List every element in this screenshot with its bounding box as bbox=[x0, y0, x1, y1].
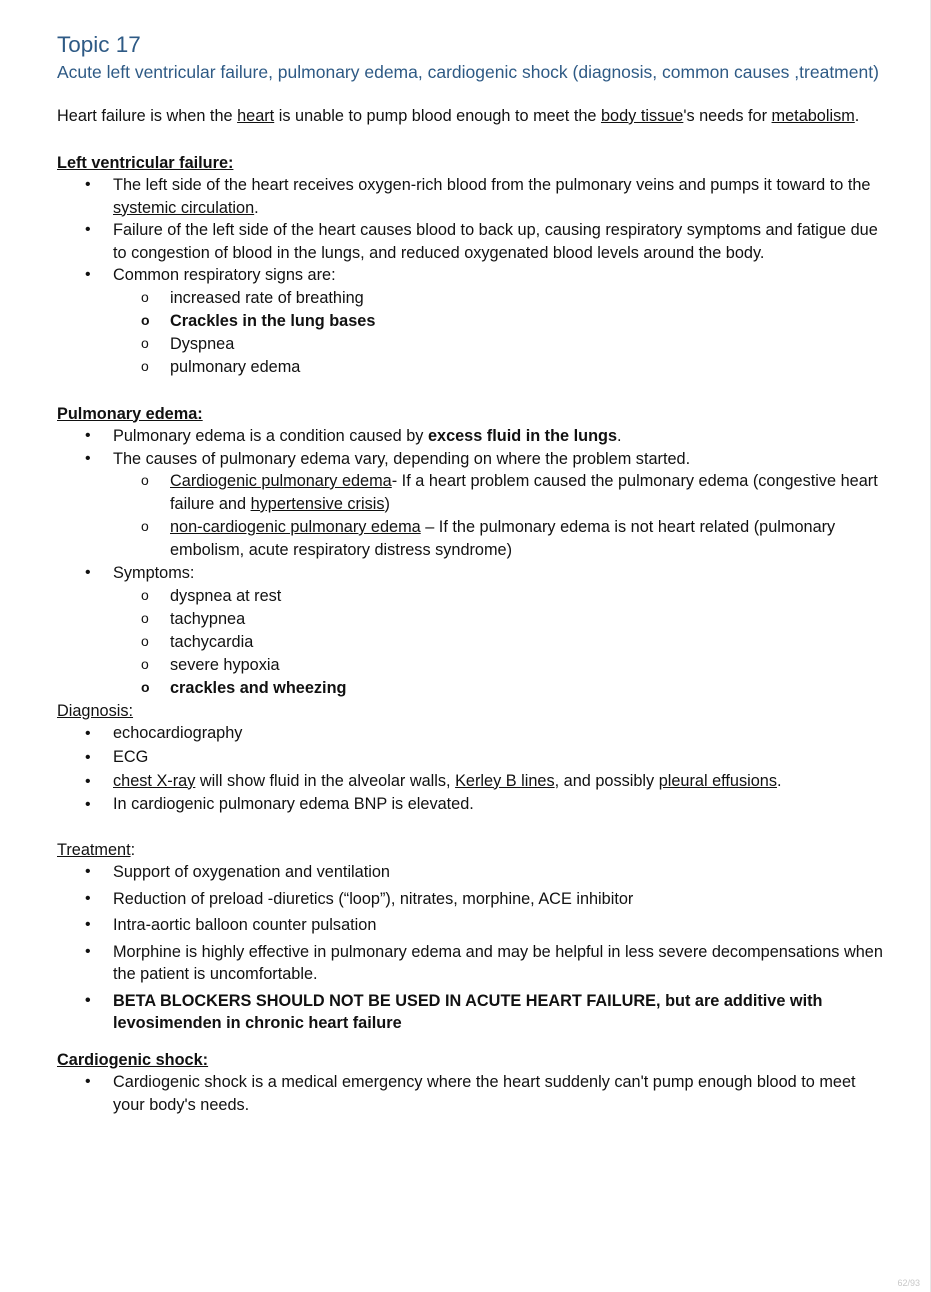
chest-xray-link[interactable]: chest X-ray bbox=[113, 771, 196, 790]
diagnosis-heading-text: Diagnosis: bbox=[57, 701, 134, 720]
pe-item-text: Pulmonary edema is a condition caused by bbox=[113, 427, 428, 445]
list-item: • Reduction of preload -diuretics (“loop”), nitrates, morphine, ACE inhibitor bbox=[57, 888, 887, 911]
pe-heading-text: Pulmonary edema: bbox=[57, 404, 203, 423]
heart-link[interactable]: heart bbox=[237, 107, 275, 125]
treatment-heading bbox=[57, 839, 887, 862]
list-item bbox=[57, 264, 887, 379]
list-item: • Intra-aortic balloon counter pulsation bbox=[57, 914, 887, 937]
symptoms-list bbox=[113, 585, 887, 700]
topic-subtitle: Acute left ventricular failure, pulmonary edema, cardiogenic shock (diagnosis, common causes ,treatment) bbox=[57, 62, 879, 82]
list-item: • Cardiogenic shock is a medical emergency where the heart suddenly can't pump enough blood to meet your body's needs. bbox=[57, 1071, 887, 1116]
intro-text: . bbox=[854, 107, 860, 125]
intro-text: 's needs for bbox=[683, 107, 772, 125]
shock-heading-text: Cardiogenic shock: bbox=[57, 1050, 209, 1069]
sub-list-item: o Dyspnea bbox=[113, 333, 887, 356]
pe-item-text: - If a heart problem caused the pulmonary edema (congestive heart failure and bbox=[170, 472, 878, 513]
sub-list-item: o Crackles in the lung bases bbox=[113, 310, 887, 333]
diagnosis-item-text: , and possibly bbox=[554, 771, 659, 790]
pe-heading bbox=[57, 403, 887, 426]
lvf-heading-text: Left ventricular failure: bbox=[57, 153, 234, 172]
lvf-item-text: . bbox=[254, 198, 259, 217]
cardiogenic-pe-link[interactable]: Cardiogenic pulmonary edema bbox=[170, 472, 392, 490]
list-item: • Morphine is highly effective in pulmonary edema and may be helpful in less severe decompensations when the patient is uncomfortable. bbox=[57, 941, 887, 986]
sub-list-item bbox=[113, 470, 887, 516]
sub-list-item: o dyspnea at rest bbox=[113, 585, 887, 608]
intro-text: Heart failure is when the bbox=[57, 107, 238, 125]
list-item: • echocardiography bbox=[57, 722, 887, 746]
pe-item-text: ) bbox=[384, 495, 390, 513]
list-item bbox=[57, 448, 887, 563]
pe-item-text: – If the pulmonary edema is not heart related (pulmonary embolism, acute respiratory distress syndrome) bbox=[170, 518, 836, 559]
pleural-effusions-link[interactable]: pleural effusions bbox=[658, 771, 777, 790]
non-cardiogenic-pe-link[interactable]: non-cardiogenic pulmonary edema bbox=[170, 518, 421, 536]
diagnosis-item-text: . bbox=[776, 771, 782, 790]
diagnosis-item-text: will show fluid in the alveolar walls, bbox=[195, 771, 456, 790]
sub-list-item bbox=[113, 516, 887, 562]
topic-title: Topic 17 bbox=[57, 32, 141, 57]
list-item bbox=[57, 770, 887, 794]
shock-heading bbox=[57, 1049, 887, 1072]
signs-list bbox=[113, 287, 887, 379]
lvf-item-text: Common respiratory signs are: bbox=[113, 266, 336, 284]
sub-list-item: o tachycardia bbox=[113, 631, 887, 654]
list-item bbox=[57, 425, 887, 448]
list-item bbox=[57, 562, 887, 700]
list-item: • Support of oxygenation and ventilation bbox=[57, 861, 887, 884]
pe-item-bold: excess fluid in the lungs bbox=[427, 427, 618, 445]
kerley-b-lines-link[interactable]: Kerley B lines bbox=[455, 771, 555, 790]
lvf-item-text: The left side of the heart receives oxygen-rich blood from the pulmonary veins and pumps it toward to the bbox=[113, 176, 871, 194]
intro-paragraph bbox=[57, 105, 887, 128]
sub-list-item: o pulmonary edema bbox=[113, 356, 887, 379]
list-item: • ECG bbox=[57, 746, 887, 770]
lvf-list bbox=[57, 174, 887, 379]
list-item bbox=[57, 174, 887, 219]
list-item: • Failure of the left side of the heart causes blood to back up, causing respiratory symptoms and fatigue due to congestion of blood in the lungs, and reduced oxygenated blood levels around the body. bbox=[57, 219, 887, 264]
treatment-heading-colon: : bbox=[130, 840, 136, 859]
diagnosis-list bbox=[57, 722, 887, 817]
treatment-heading-text: Treatment bbox=[57, 840, 131, 859]
sub-list-item: o tachypnea bbox=[113, 608, 887, 631]
pe-list bbox=[57, 425, 887, 700]
pe-item-text: Symptoms: bbox=[113, 564, 195, 582]
metabolism-link[interactable]: metabolism bbox=[771, 107, 855, 125]
sub-list-item: o severe hypoxia bbox=[113, 654, 887, 677]
sub-list-item: o crackles and wheezing bbox=[113, 677, 887, 700]
lvf-heading bbox=[57, 152, 887, 175]
systemic-circulation-link[interactable]: systemic circulation bbox=[113, 198, 255, 217]
shock-list bbox=[57, 1071, 887, 1116]
page-number: 62/93 bbox=[897, 1278, 920, 1288]
pe-item-text: The causes of pulmonary edema vary, depending on where the problem started. bbox=[113, 449, 691, 468]
treatment-list bbox=[57, 861, 887, 1035]
list-item: • In cardiogenic pulmonary edema BNP is elevated. bbox=[57, 793, 887, 817]
hypertensive-crisis-link[interactable]: hypertensive crisis bbox=[250, 495, 385, 513]
causes-list bbox=[113, 470, 887, 562]
body-tissue-link[interactable]: body tissue bbox=[600, 107, 684, 125]
pe-item-text: . bbox=[617, 427, 622, 445]
diagnosis-heading bbox=[57, 700, 887, 723]
sub-list-item: o increased rate of breathing bbox=[113, 287, 887, 310]
document-content bbox=[57, 30, 887, 1116]
list-item: • BETA BLOCKERS SHOULD NOT BE USED IN ACUTE HEART FAILURE, but are additive with levosimenden in chronic heart failure bbox=[57, 990, 887, 1035]
intro-text: is unable to pump blood enough to meet the bbox=[274, 107, 601, 125]
